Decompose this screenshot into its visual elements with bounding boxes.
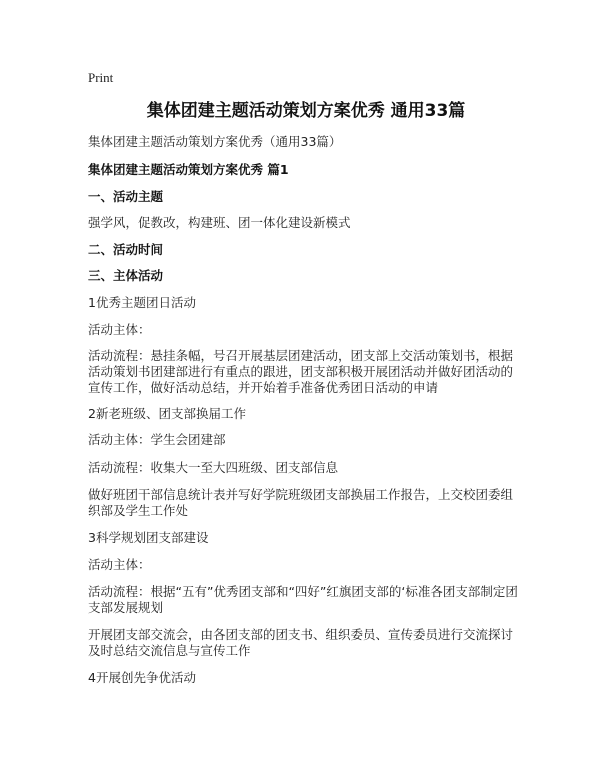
print-label: Print bbox=[88, 70, 114, 85]
item-2-title: 2新老班级、团支部换届工作 bbox=[88, 406, 246, 421]
item-1-flow: 活动流程：悬挂条幅，号召开展基层团建活动，团支部上交活动策划书，根据活动策划书团建部进行有重点的跟进，团支部积极开展团活动并做好团活动的宣传工作，做好活动总结，并开始着手准备优秀团日活动的申请 bbox=[88, 348, 514, 395]
section-title: 集体团建主题活动策划方案优秀 篇1 bbox=[88, 162, 289, 177]
item-3-subject: 活动主体： bbox=[88, 557, 151, 572]
paragraph-theme: 强学风，促教改，构建班、团一体化建设新模式 bbox=[88, 215, 351, 230]
document-title: 集体团建主题活动策划方案优秀 通用33篇 bbox=[146, 101, 466, 121]
item-1-title: 1优秀主题团日活动 bbox=[88, 295, 196, 310]
heading-activity-time: 二、活动时间 bbox=[88, 242, 164, 257]
item-1-subject: 活动主体： bbox=[88, 322, 151, 337]
item-2-subject: 活动主体：学生会团建部 bbox=[88, 432, 226, 447]
item-2-flow: 活动流程：收集大一至大四班级、团支部信息 bbox=[88, 460, 339, 475]
item-3-flow: 活动流程：根据“五有”优秀团支部和“四好”红旗团支部的‘标准各团支部制定团支部发展规划 bbox=[88, 584, 518, 615]
item-3-exchange: 开展团支部交流会，由各团支部的团支书、组织委员、宣传委员进行交流探讨及时总结交流信息与宣传工作 bbox=[88, 627, 514, 658]
subtitle: 集体团建主题活动策划方案优秀（通用33篇） bbox=[88, 134, 342, 149]
heading-activity-theme: 一、活动主题 bbox=[88, 189, 164, 204]
heading-main-activity: 三、主体活动 bbox=[88, 268, 164, 283]
item-3-title: 3科学规划团支部建设 bbox=[88, 530, 209, 545]
item-4-title: 4开展创先争优活动 bbox=[88, 670, 196, 685]
item-2-report: 做好班团干部信息统计表并写好学院班级团支部换届工作报告，上交校团委组织部及学生工作处 bbox=[88, 487, 514, 518]
